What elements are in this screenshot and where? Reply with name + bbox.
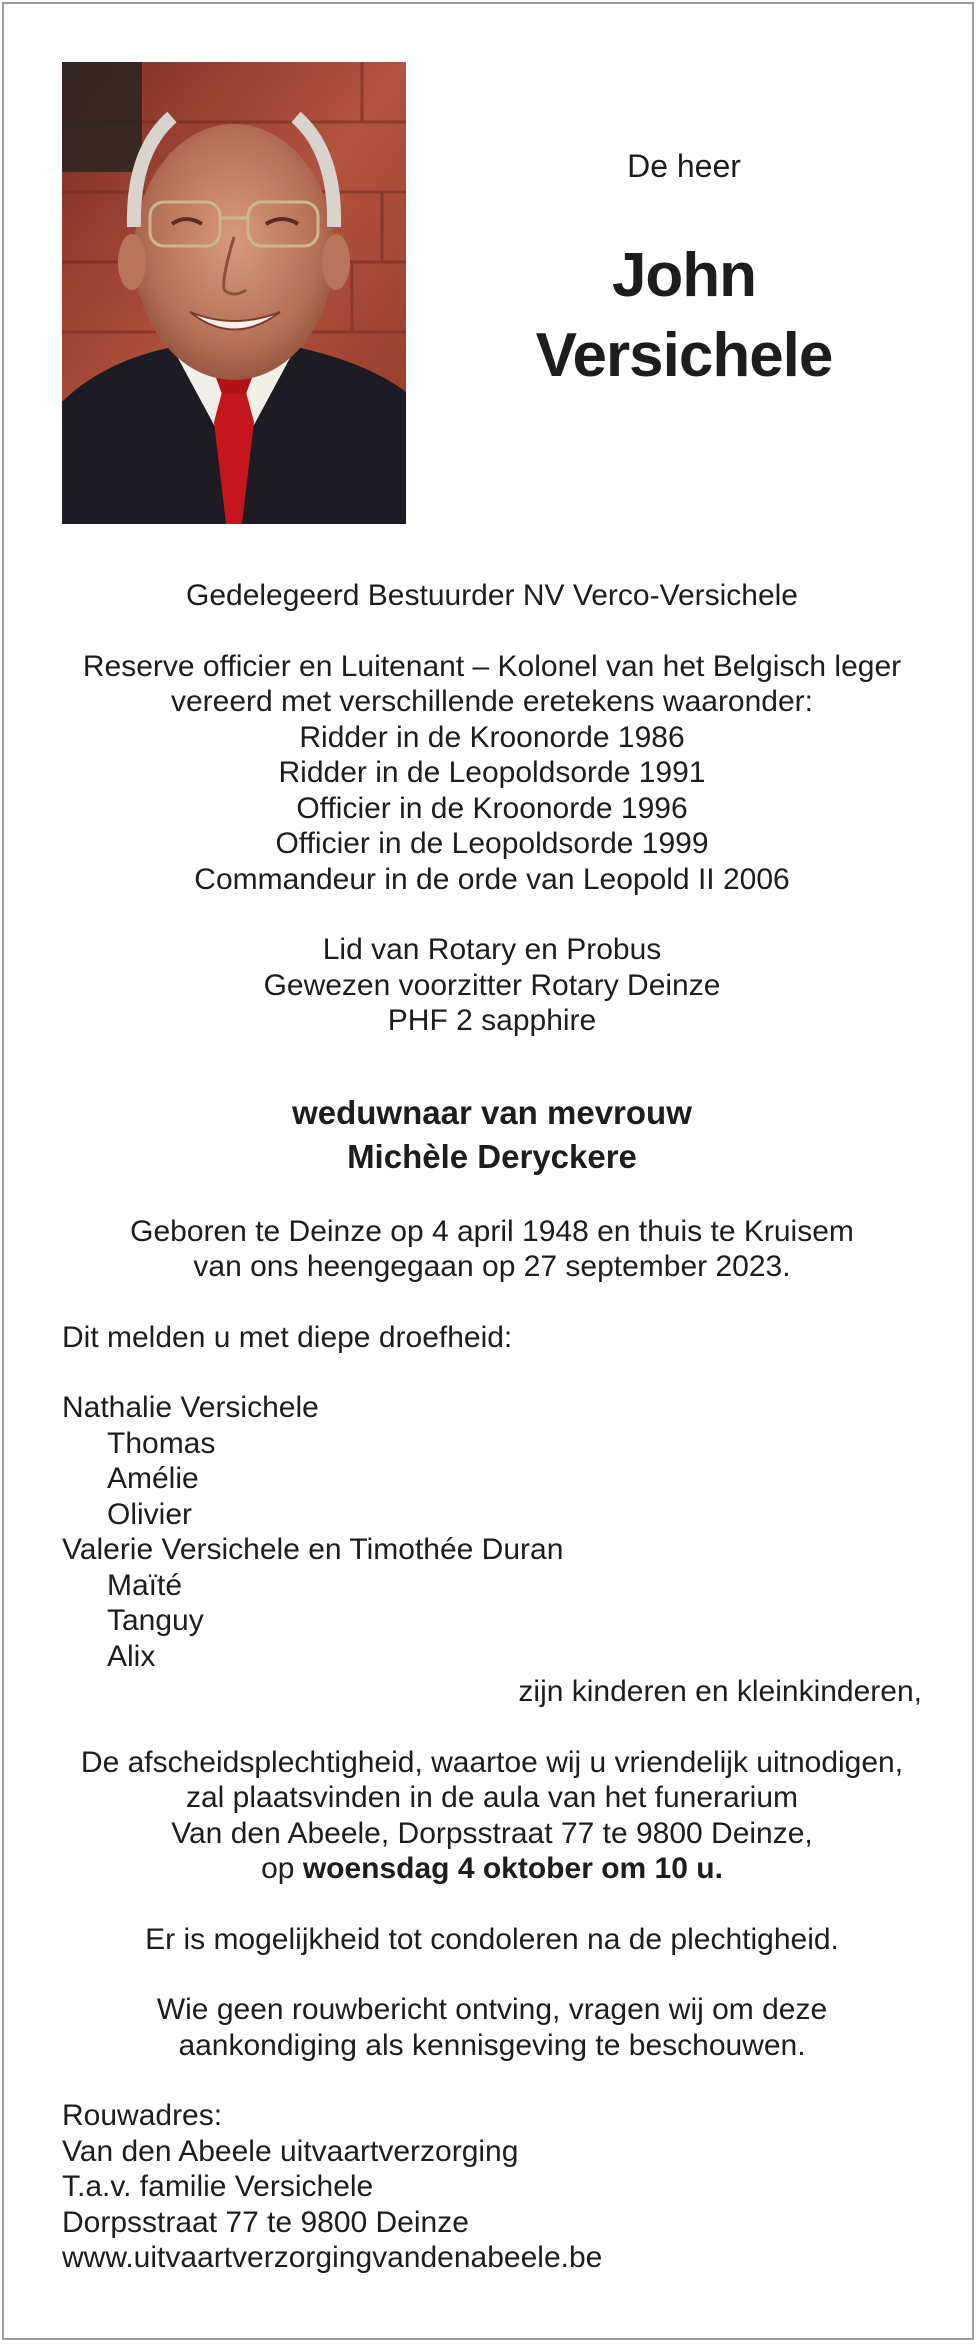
position-line: Gedelegeerd Bestuurder NV Verco-Versichele [185, 579, 798, 612]
spouse-line: weduwnaar van mevrouw [292, 1093, 692, 1131]
address-line: Dorpsstraat 77 te 9800 Deinze [62, 2205, 469, 2239]
life-line: van ons heengegaan op 27 september 2023. [193, 1250, 791, 1283]
ceremony-date-line [62, 1851, 922, 1887]
decoration-line: Officier in de Kroonorde 1996 [296, 791, 688, 825]
rotary-line: Lid van Rotary en Probus [322, 933, 662, 966]
portrait-photo [62, 62, 406, 524]
title-block [464, 144, 904, 396]
notice-line: aankondiging als kennisgeving te beschouwen. [178, 2028, 806, 2062]
notice-line: Wie geen rouwbericht ontving, vragen wij om deze [156, 1993, 828, 2026]
grandchild-name: Olivier [107, 1497, 193, 1531]
ceremony-date: woensdag 4 oktober om 10 u. [302, 1852, 723, 1885]
salutation: De heer [627, 148, 741, 184]
ceremony-line: Van den Abeele, Dorpsstraat 77 te 9800 Deinze, [171, 1816, 813, 1850]
decoration-line: Officier in de Leopoldsorde 1999 [275, 827, 709, 860]
grandchild-name: Maïté [107, 1568, 183, 1602]
decoration-line: Ridder in de Kroonorde 1986 [299, 720, 685, 754]
rotary-line: Gewezen voorzitter Rotary Deinze [263, 968, 721, 1002]
child-name: Valerie Versichele en Timothée Duran [62, 1533, 564, 1566]
first-name: John [611, 241, 757, 310]
ceremony-date-prefix: op [261, 1852, 295, 1885]
spouse-name: Michèle Deryckere [347, 1137, 637, 1175]
portrait-photo-icon [62, 62, 406, 524]
decoration-line: Commandeur in de orde van Leopold II 2006 [194, 862, 790, 896]
family-closing: zijn kinderen en kleinkinderen, [518, 1675, 922, 1708]
announcement: Dit melden u met diepe droefheid: [62, 1320, 513, 1354]
obituary-body [62, 578, 922, 2276]
grandchild-name: Thomas [107, 1426, 216, 1460]
rotary-line: PHF 2 sapphire [387, 1004, 597, 1037]
grandchild-name: Amélie [107, 1462, 199, 1495]
ceremony-line: De afscheidsplechtigheid, waartoe wij u vriendelijk uitnodigen, [80, 1745, 904, 1779]
decoration-line: Ridder in de Leopoldsorde 1991 [278, 756, 706, 789]
condolence-line: Er is mogelijkheid tot condoleren na de plechtigheid. [145, 1922, 839, 1956]
address-line: T.a.v. familie Versichele [62, 2170, 374, 2203]
military-line: Reserve officier en Luitenant – Kolonel van het Belgisch leger [82, 649, 902, 683]
grandchild-name: Tanguy [107, 1604, 204, 1637]
address-label: Rouwadres: [62, 2099, 223, 2132]
life-line: Geboren te Deinze op 4 april 1948 en thuis te Kruisem [130, 1214, 854, 1248]
address-line: Van den Abeele uitvaartverzorging [62, 2134, 519, 2168]
military-line: vereerd met verschillende eretekens waaronder: [171, 685, 813, 718]
website-link[interactable]: www.uitvaartverzorgingvandenabeele.be [62, 2241, 603, 2274]
grandchild-name: Alix [107, 1639, 156, 1673]
child-name: Nathalie Versichele [62, 1391, 319, 1424]
obituary-card [2, 2, 974, 2340]
last-name: Versichele [535, 321, 833, 390]
ceremony-line: zal plaatsvinden in de aula van het funerarium [185, 1781, 799, 1814]
